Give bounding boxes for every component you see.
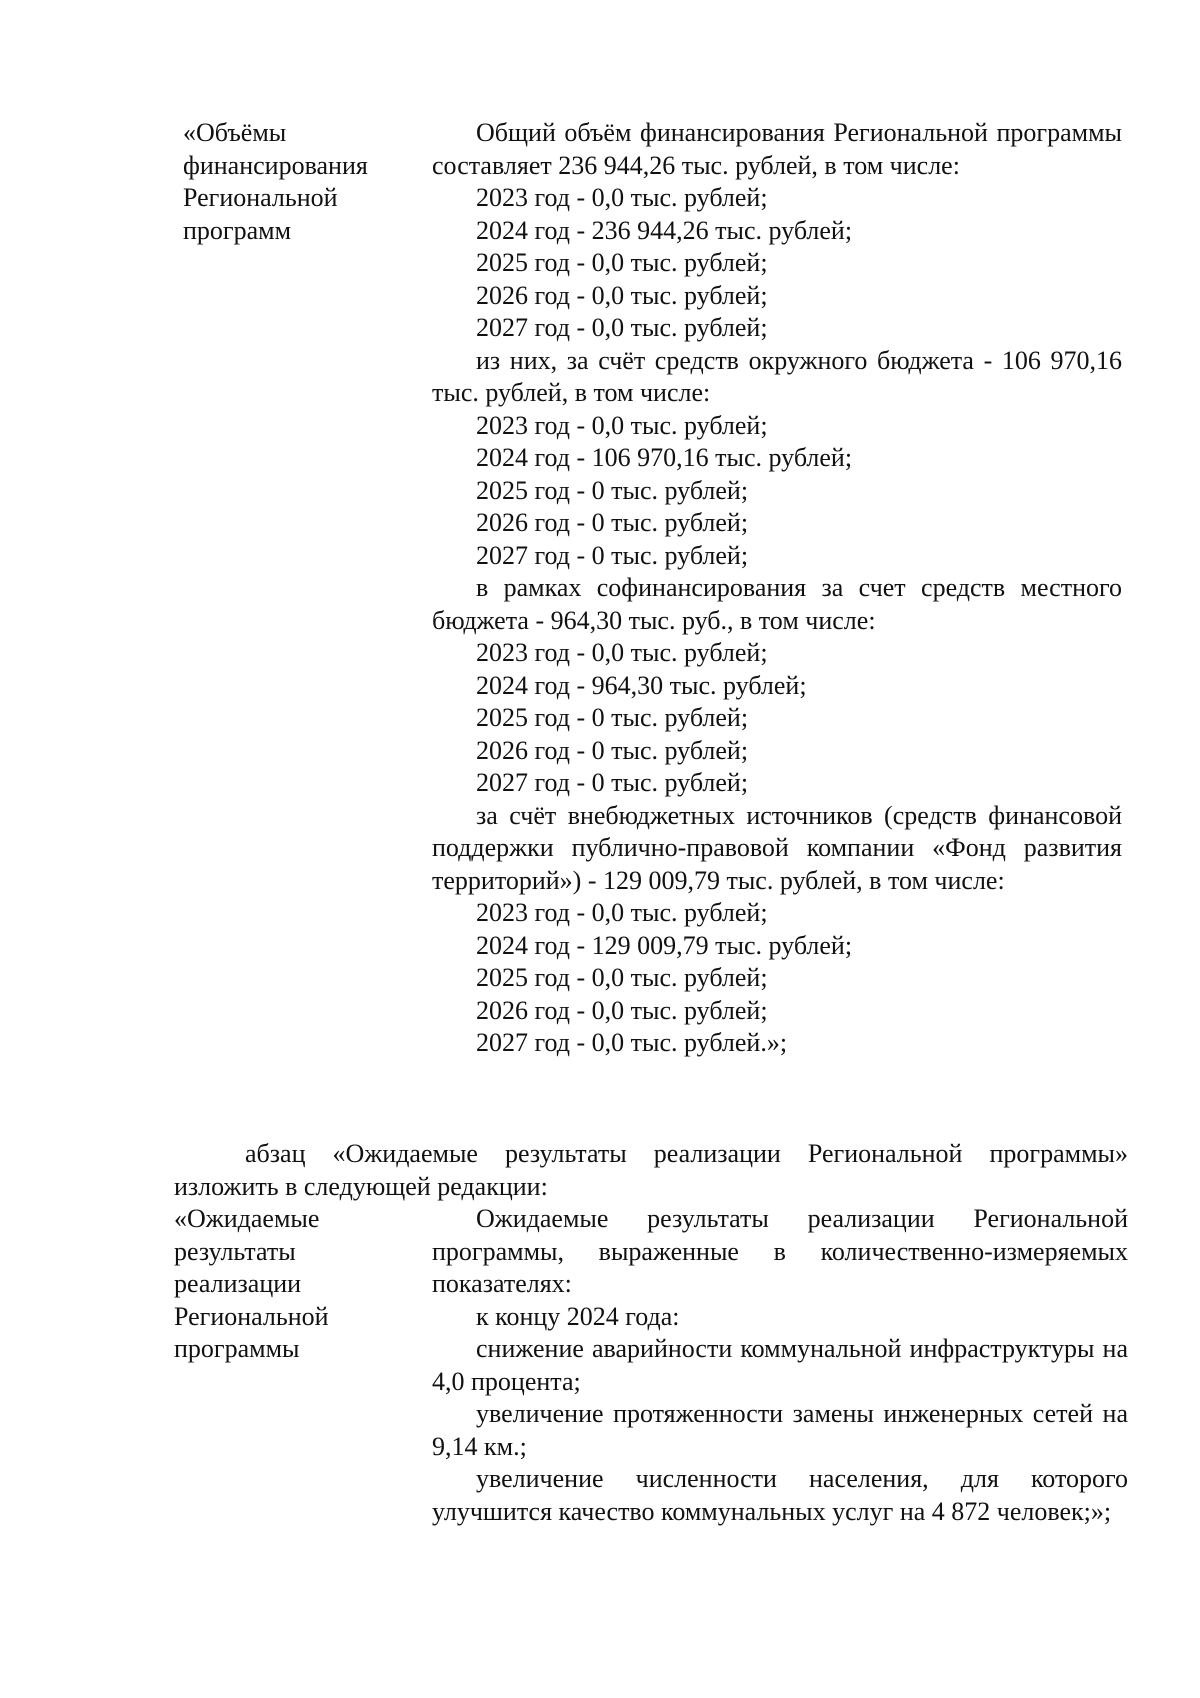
label-line: реализации: [174, 1269, 302, 1298]
body-paragraph: увеличение численности населения, для которого улучшится качество коммунальных услуг на 4 872 человек;»;: [432, 1464, 1128, 1526]
label-line: программы: [174, 1334, 300, 1363]
body-paragraph: Общий объём финансирования Региональной программы составляет 236 944,26 тыс. рублей, в том числе:: [432, 118, 1122, 180]
year-line: 2026 год - 0 тыс. рублей;: [476, 508, 749, 537]
financing-label: [183, 117, 423, 247]
year-line: 2025 год - 0,0 тыс. рублей;: [476, 963, 768, 992]
year-line: 2027 год - 0,0 тыс. рублей;: [476, 313, 768, 342]
body-paragraph: из них, за счёт средств окружного бюджета - 106 970,16 тыс. рублей, в том числе:: [432, 345, 1122, 407]
label-line: «Объёмы: [183, 118, 287, 147]
results-label: [174, 1203, 414, 1366]
year-line: 2024 год - 129 009,79 тыс. рублей;: [476, 930, 853, 960]
label-line: Региональной: [183, 183, 338, 212]
body-paragraph: Ожидаемые результаты реализации Региональной программы, выраженные в количественно-измеряемых показателях:: [432, 1204, 1128, 1298]
year-line: 2023 год - 0,0 тыс. рублей;: [476, 410, 768, 440]
year-line: 2025 год - 0,0 тыс. рублей;: [476, 248, 768, 277]
label-line: Региональной: [174, 1301, 329, 1331]
year-line: 2024 год - 236 944,26 тыс. рублей;: [476, 215, 853, 245]
year-line: 2026 год - 0,0 тыс. рублей;: [476, 280, 768, 310]
label-line: программ: [183, 215, 292, 245]
year-line: 2026 год - 0 тыс. рублей;: [476, 735, 749, 765]
body-paragraph: за счёт внебюджетных источников (средств финансовой поддержки публично-правовой компании «Фонд развития территорий») - 129 009,79 тыс. рублей, в том числе:: [432, 800, 1122, 895]
year-line: 2027 год - 0 тыс. рублей;: [476, 768, 749, 797]
body-paragraph: увеличение протяженности замены инженерных сетей на 9,14 км.;: [432, 1399, 1128, 1461]
label-line: «Ожидаемые: [174, 1204, 320, 1233]
label-line: финансирования: [183, 150, 368, 180]
year-line: 2025 год - 0 тыс. рублей;: [476, 703, 749, 732]
financing-content: [432, 117, 1122, 1060]
label-line: результаты: [174, 1236, 296, 1266]
body-paragraph: снижение аварийности коммунальной инфраструктуры на 4,0 процента;: [432, 1334, 1128, 1396]
year-line: 2026 год - 0,0 тыс. рублей;: [476, 995, 768, 1025]
year-line: 2023 год - 0,0 тыс. рублей;: [476, 898, 768, 927]
year-line: 2023 год - 0,0 тыс. рублей;: [476, 183, 768, 212]
year-line: к концу 2024 года:: [476, 1301, 680, 1331]
year-line: 2023 год - 0,0 тыс. рублей;: [476, 638, 768, 667]
amendment-paragraph: абзац «Ожидаемые результаты реализации Региональной программы» изложить в следующей редакции:: [174, 1139, 1128, 1201]
year-line: 2027 год - 0 тыс. рублей;: [476, 540, 749, 570]
results-content: [432, 1203, 1128, 1528]
year-line: 2024 год - 964,30 тыс. рублей;: [476, 670, 807, 700]
body-paragraph: в рамках софинансирования за счет средств местного бюджета - 964,30 тыс. руб., в том числе:: [432, 573, 1122, 635]
year-line: 2025 год - 0 тыс. рублей;: [476, 475, 749, 505]
year-line: 2024 год - 106 970,16 тыс. рублей;: [476, 443, 853, 472]
year-line: 2027 год - 0,0 тыс. рублей.»;: [476, 1028, 788, 1057]
